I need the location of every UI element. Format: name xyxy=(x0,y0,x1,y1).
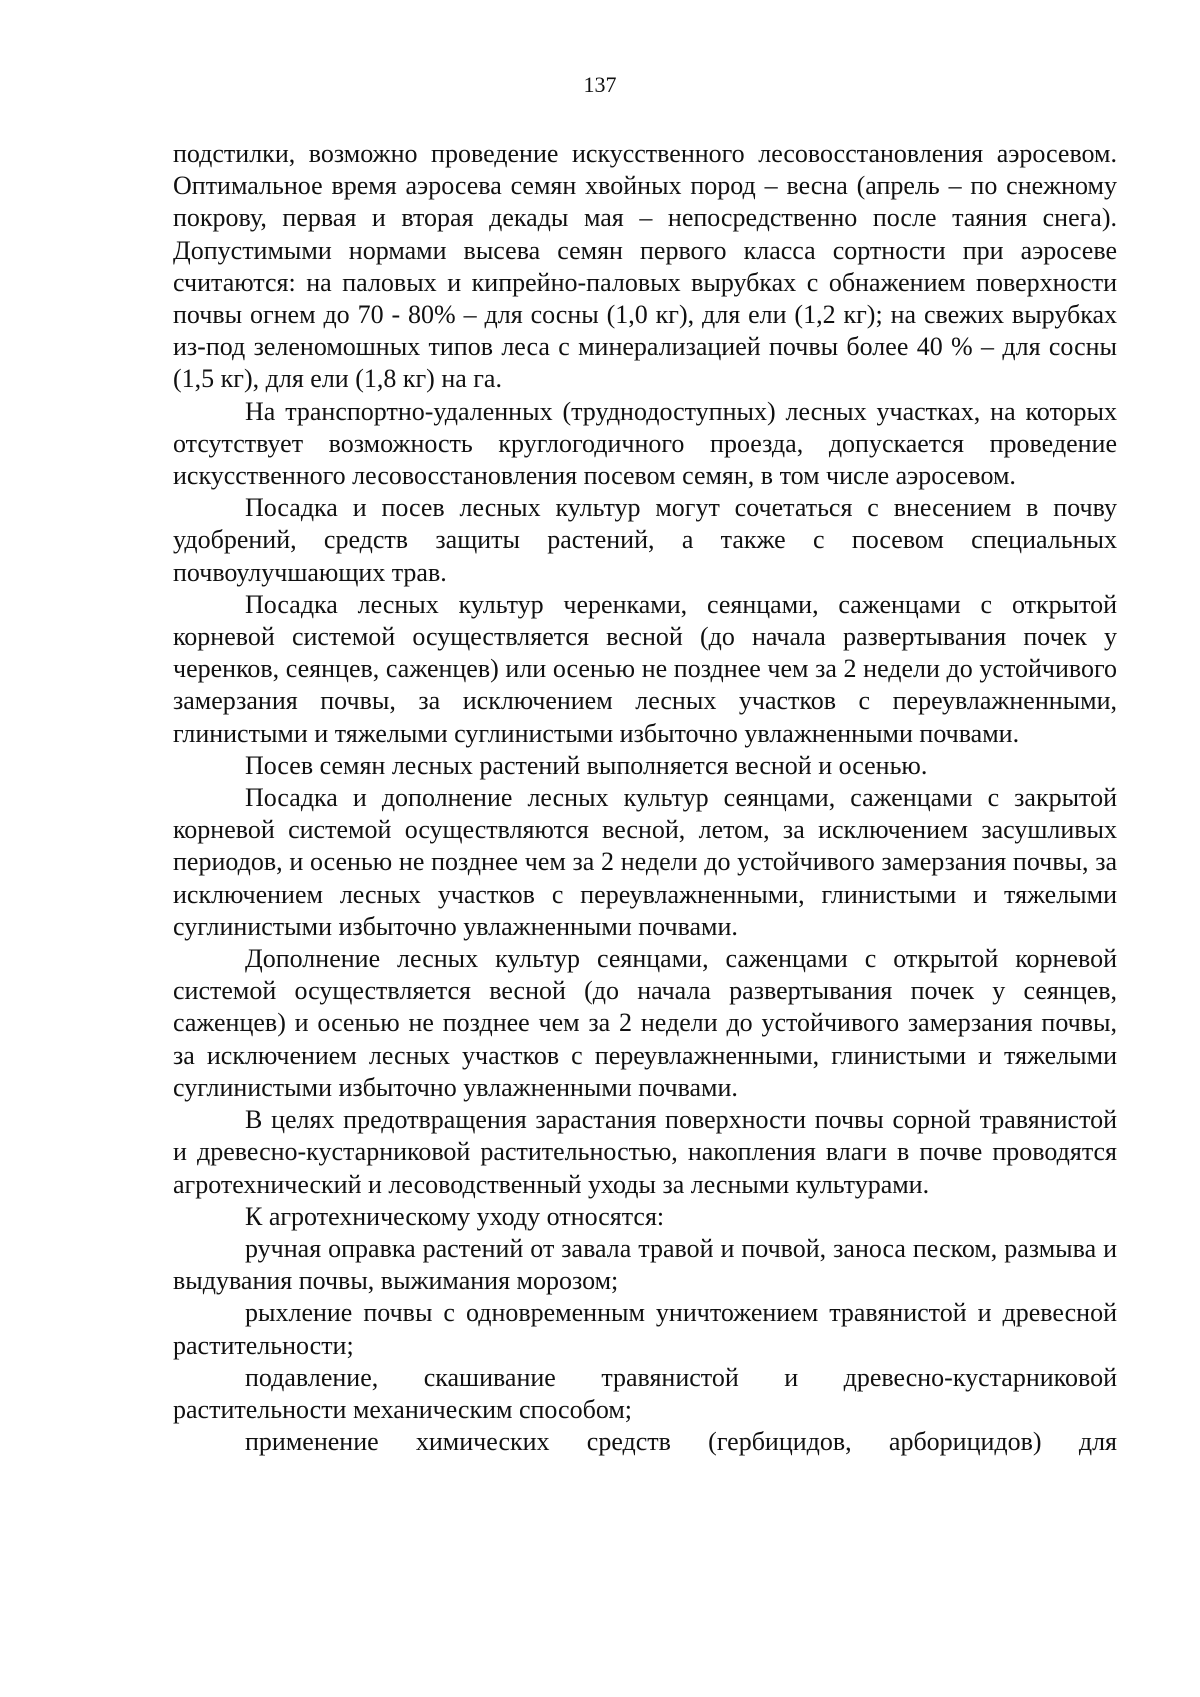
page-number: 137 xyxy=(583,72,617,97)
paragraph: Посадка лесных культур черенками, сеянцами, саженцами с открытой корневой системой осуществляется весной (до начала развертывания почек у черенков, сеянцев, саженцев) или осенью не позднее чем за 2 недели до устойчивого замерзания почвы, за исключением лесных участков с переувлажненными, глинистыми и тяжелыми суглинистыми избыточно увлажненными почвами. xyxy=(173,589,1117,748)
paragraph-continued: подстилки, возможно проведение искусственного лесовосстановления аэросевом. Оптимальное время аэросева семян хвойных пород – весна (апрель – по снежному покрову, первая и вторая декады мая – непосредственно после таяния снега). Допустимыми нормами высева семян первого класса сортности при аэросеве считаются: на паловых и кипрейно-паловых вырубках с обнажением поверхности почвы огнем до 70 - 80% – для сосны (1,0 кг), для ели (1,2 кг); на свежих вырубках из-под зеленомошных типов леса с минерализацией почвы более 40 % – для сосны (1,5 кг), для ели (1,8 кг) на га. xyxy=(173,139,1117,394)
list-paragraph-truncated: применение химических средств (гербицидов, арборицидов) для xyxy=(245,1427,1117,1457)
document-body xyxy=(173,138,1117,1458)
list-paragraph: рыхление почвы с одновременным уничтожением травянистой и древесной растительности; xyxy=(173,1298,1117,1360)
paragraph: Посадка и посев лесных культур могут сочетаться с внесением в почву удобрений, средств защиты растений, а также с посевом специальных почвоулучшающих трав. xyxy=(173,493,1117,587)
paragraph: Дополнение лесных культур сеянцами, саженцами с открытой корневой системой осуществляется весной (до начала развертывания почек у сеянцев, саженцев) и осенью не позднее чем за 2 недели до устойчивого замерзания почвы, за исключением лесных участков с переувлажненными, глинистыми и тяжелыми суглинистыми избыточно увлажненными почвами. xyxy=(173,944,1117,1102)
list-paragraph: подавление, скашивание травянистой и древесно-кустарниковой растительности механическим способом; xyxy=(173,1362,1117,1424)
paragraph: Посадка и дополнение лесных культур сеянцами, саженцами с закрытой корневой системой осуществляются весной, летом, за исключением засушливых периодов, и осенью не позднее чем за 2 недели до устойчивого замерзания почвы, за исключением лесных участков с переувлажненными, глинистыми и тяжелыми суглинистыми избыточно увлажненными почвами. xyxy=(173,783,1117,941)
paragraph: На транспортно-удаленных (труднодоступных) лесных участках, на которых отсутствует возможность круглогодичного проезда, допускается проведение искусственного лесовосстановления посевом семян, в том числе аэросевом. xyxy=(173,396,1117,491)
paragraph: К агротехническому уходу относятся: xyxy=(245,1201,665,1231)
list-paragraph: ручная оправка растений от завала травой и почвой, заноса песком, размыва и выдувания почвы, выжимания морозом; xyxy=(173,1233,1117,1296)
paragraph: В целях предотвращения зарастания поверхности почвы сорной травянистой и древесно-кустарниковой растительностью, накопления влаги в почве проводятся агротехнический и лесоводственный уходы за лесными культурами. xyxy=(173,1105,1117,1199)
paragraph: Посев семян лесных растений выполняется весной и осенью. xyxy=(245,750,928,780)
